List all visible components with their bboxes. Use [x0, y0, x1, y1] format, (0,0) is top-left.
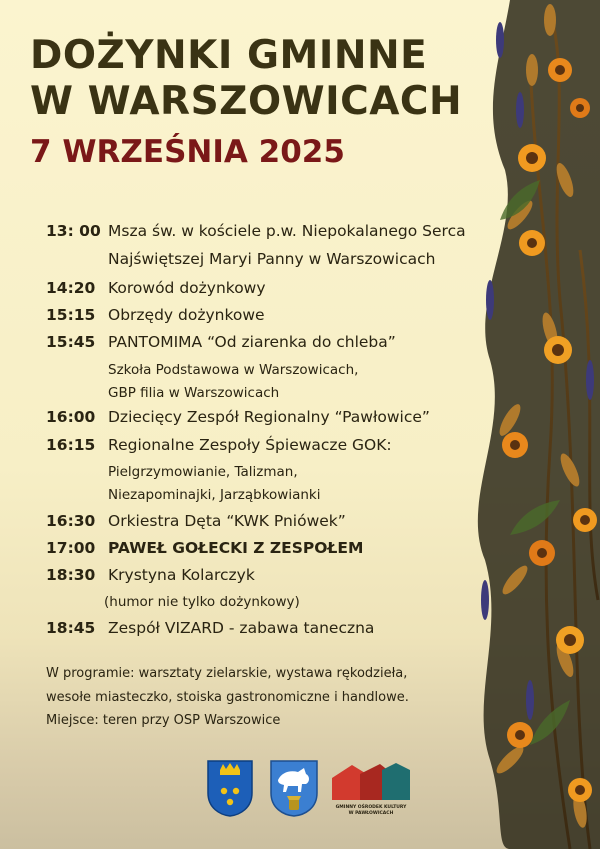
schedule-event: Regionalne Zespoły Śpiewacze GOK: — [108, 436, 392, 454]
event-date: 7 WRZEŚNIA 2025 — [30, 134, 345, 170]
schedule-time: 15:15 — [46, 306, 96, 324]
schedule-detail: Szkoła Podstawowa w Warszowicach, — [108, 362, 359, 378]
schedule-event-continued: Najświętszej Maryi Panny w Warszowicach — [108, 250, 436, 268]
location-info: Miejsce: teren przy OSP Warszowice — [46, 713, 281, 728]
schedule-detail: (humor nie tylko dożynkowy) — [104, 594, 300, 610]
schedule-time: 16:15 — [46, 436, 96, 454]
schedule-time: 13: 00 — [46, 222, 101, 240]
schedule-event: Krystyna Kolarczyk — [108, 566, 255, 584]
schedule-time: 18:30 — [46, 566, 96, 584]
title-line-2: W WARSZOWICACH — [30, 79, 463, 124]
schedule-detail: Pielgrzymowianie, Talizman, — [108, 464, 298, 480]
schedule-event: Zespół VIZARD - zabawa taneczna — [108, 619, 375, 637]
title-line-1: DOŻYNKI GMINNE — [30, 33, 428, 78]
gok-text-1: GMINNY OŚRODEK KULTURY — [335, 805, 407, 810]
schedule-time: 16:00 — [46, 408, 96, 426]
gmina-crest-icon — [205, 758, 255, 818]
gok-text-2: W PAWŁOWICACH — [348, 811, 394, 816]
program-info-line-1: W programie: warsztaty zielarskie, wystawa rękodzieła, — [46, 666, 408, 681]
wheat-flower-decoration — [450, 0, 600, 849]
schedule-detail: Niezapominajki, Jarząbkowianki — [108, 487, 321, 503]
horse-crest-icon — [268, 758, 320, 818]
schedule-time: 18:45 — [46, 619, 96, 637]
schedule-event: PANTOMIMA “Od ziarenka do chleba” — [108, 333, 396, 351]
schedule-event: Korowód dożynkowy — [108, 279, 266, 297]
schedule-event: Obrzędy dożynkowe — [108, 306, 265, 324]
schedule-time: 15:45 — [46, 333, 96, 351]
schedule-time: 16:30 — [46, 512, 96, 530]
schedule-time: 14:20 — [46, 279, 96, 297]
schedule-event: Dziecięcy Zespół Regionalny “Pawłowice” — [108, 408, 430, 426]
schedule-event: Orkiestra Dęta “KWK Pniówek” — [108, 512, 346, 530]
schedule-event: Msza św. w kościele p.w. Niepokalanego Serca — [108, 222, 466, 240]
program-info-line-2: wesołe miasteczko, stoiska gastronomiczne i handlowe. — [46, 690, 409, 705]
schedule-detail: GBP filia w Warszowicach — [108, 385, 280, 401]
schedule-event: PAWEŁ GOŁECKI Z ZESPOŁEM — [108, 539, 364, 557]
gok-pawlowice-logo — [330, 760, 412, 816]
schedule-time: 17:00 — [46, 539, 96, 557]
